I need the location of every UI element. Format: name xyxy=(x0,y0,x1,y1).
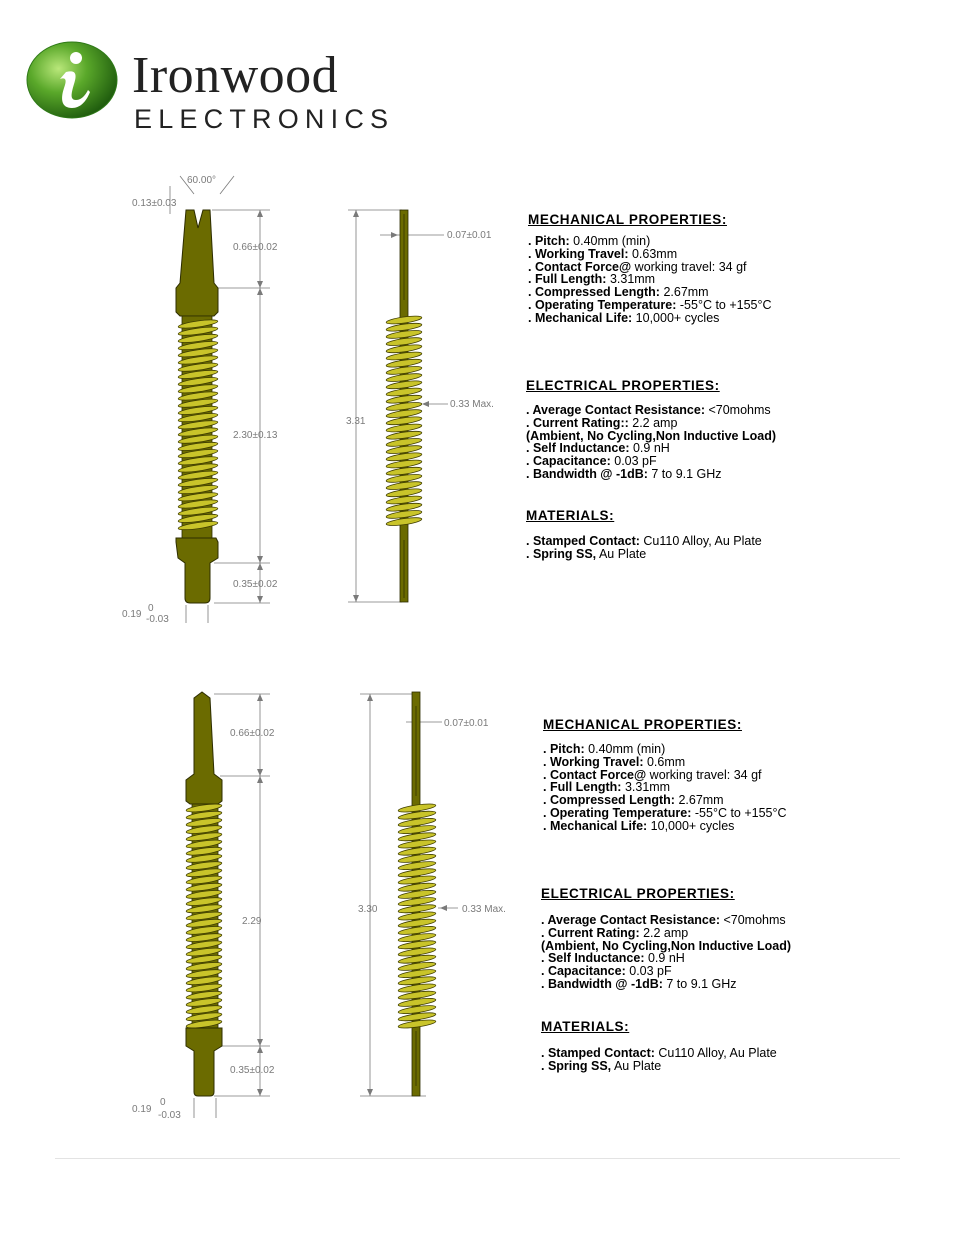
spec-label: . Stamped Contact: xyxy=(541,1046,655,1060)
spec-value: 2.67mm xyxy=(674,793,724,808)
dim-tail-dia: 0.19 xyxy=(122,609,142,620)
spec-value: 0.40mm (min) xyxy=(584,742,666,756)
dim-side-thickness: 0.07±0.01 xyxy=(444,718,489,729)
spec-label: . Capacitance: xyxy=(526,454,611,469)
spec-value: Cu110 Alloy, Au Plate xyxy=(654,1046,777,1060)
spec-label: . Compressed Length: xyxy=(543,793,675,808)
spec-label: . Pitch: xyxy=(528,234,570,248)
spec-value: 0.03 pF xyxy=(625,964,672,979)
spec-label: . Working Travel: xyxy=(528,246,629,261)
spec-value: 3.31mm xyxy=(606,272,656,287)
spring-coil xyxy=(398,802,436,1029)
spec-label: . Bandwidth @ -1dB: xyxy=(541,976,663,991)
spec-label: . Stamped Contact: xyxy=(526,534,640,548)
spec-label: . Contact Force@ xyxy=(543,767,647,782)
spec-label: . Mechanical Life: xyxy=(543,818,648,833)
spec-label: . Capacitance: xyxy=(541,964,626,979)
spec-value: Au Plate xyxy=(611,1058,662,1073)
part2-front-view xyxy=(110,686,310,1126)
spec-label: . Mechanical Life: xyxy=(528,310,633,325)
spring-coil xyxy=(386,315,422,528)
dim-tail-tol-top: 0 xyxy=(160,1097,166,1108)
spec-label: . Average Contact Resistance: xyxy=(526,403,705,417)
dim-tail-dia: 0.19 xyxy=(132,1104,152,1115)
part2-side-view xyxy=(350,686,530,1106)
spec-label: . Average Contact Resistance: xyxy=(541,913,720,927)
materials-heading: MATERIALS: xyxy=(526,508,615,523)
spec-value: 0.63mm xyxy=(628,246,678,261)
spec-value: 0.6mm xyxy=(643,754,686,769)
spec-value: 10,000+ cycles xyxy=(647,818,735,833)
dim-tail-tol-bot: -0.03 xyxy=(146,614,169,625)
spec-value: 7 to 9.1 GHz xyxy=(662,976,737,991)
materials-heading: MATERIALS: xyxy=(541,1019,630,1034)
dim-body-length: 2.29 xyxy=(242,916,262,927)
dim-side-thickness: 0.07±0.01 xyxy=(447,230,492,241)
brand-name: Ironwood xyxy=(132,47,339,104)
spec-value: 2.2 amp xyxy=(628,415,678,430)
dim-tail-tol-bot: -0.03 xyxy=(158,1110,181,1121)
spec-label: . Operating Temperature: xyxy=(528,297,677,312)
spec-value: 0.03 pF xyxy=(610,454,657,469)
spec-label: . Current Rating:: xyxy=(526,415,629,430)
spec-label: . Current Rating: xyxy=(541,925,640,940)
spec-value: 2.67mm xyxy=(659,285,709,300)
dim-tip-length: 0.66±0.02 xyxy=(230,728,275,739)
part1-side-view xyxy=(340,200,510,610)
spec-label: . Self Inductance: xyxy=(526,441,630,456)
part1-materials xyxy=(526,508,762,561)
spec-value: 7 to 9.1 GHz xyxy=(647,466,722,481)
spec-line xyxy=(526,468,776,481)
dim-side-length: 3.30 xyxy=(358,904,378,915)
dim-tip-length: 0.66±0.02 xyxy=(233,242,278,253)
spec-line xyxy=(526,548,762,561)
dim-angle: 60.00° xyxy=(187,175,217,186)
spec-label: . Full Length: xyxy=(528,272,607,287)
spec-value: <70mohms xyxy=(705,403,771,417)
spec-line xyxy=(541,1060,777,1073)
spec-label: . Full Length: xyxy=(543,780,622,795)
spring-coil xyxy=(186,803,222,1030)
spec-label: . Working Travel: xyxy=(543,754,644,769)
spec-value: -55°C to +155°C xyxy=(691,805,787,820)
brand-subtitle: ELECTRONICS xyxy=(134,104,395,134)
footer-divider xyxy=(55,1158,900,1159)
electrical-heading: ELECTRICAL PROPERTIES: xyxy=(541,886,735,901)
spec-line xyxy=(528,312,772,325)
spec-label: . Contact Force@ xyxy=(528,259,632,274)
spec-label: . Pitch: xyxy=(543,742,585,756)
spec-label: . Operating Temperature: xyxy=(543,805,692,820)
part2-electrical xyxy=(541,886,791,991)
logo-emblem-icon xyxy=(26,40,126,120)
part2-mechanical xyxy=(543,717,787,833)
part1-electrical xyxy=(526,378,776,481)
spec-value: 2.2 amp xyxy=(639,925,689,940)
spec-value: -55°C to +155°C xyxy=(676,297,772,312)
dim-tail-length: 0.35±0.02 xyxy=(230,1065,275,1076)
spec-value: working travel: 34 gf xyxy=(646,767,762,782)
spec-label: (Ambient, No Cycling,Non Inductive Load) xyxy=(526,428,776,443)
spec-value: Cu110 Alloy, Au Plate xyxy=(639,534,762,548)
spec-label: . Spring SS, xyxy=(541,1058,612,1073)
part1-mechanical xyxy=(528,212,772,325)
dim-body-length: 2.30±0.13 xyxy=(233,430,278,441)
dim-side-maxwidth: 0.33 Max. xyxy=(462,904,506,915)
dim-side-length: 3.31 xyxy=(346,416,366,427)
mechanical-heading: MECHANICAL PROPERTIES: xyxy=(543,717,742,732)
mechanical-heading: MECHANICAL PROPERTIES: xyxy=(528,212,727,227)
spec-label: . Spring SS, xyxy=(526,546,597,561)
spec-value: 3.31mm xyxy=(621,780,671,795)
dim-tail-tol-top: 0 xyxy=(148,603,154,614)
dim-tail-length: 0.35±0.02 xyxy=(233,579,278,590)
spec-value: working travel: 34 gf xyxy=(631,259,747,274)
spring-coil xyxy=(178,318,218,531)
dim-tip-width: 0.13±0.03 xyxy=(132,198,177,209)
spec-label: (Ambient, No Cycling,Non Inductive Load) xyxy=(541,938,791,953)
spec-value: 0.9 nH xyxy=(629,441,670,456)
spec-line xyxy=(543,820,787,833)
spec-value: Au Plate xyxy=(596,546,647,561)
spec-label: . Bandwidth @ -1dB: xyxy=(526,466,648,481)
spec-value: 10,000+ cycles xyxy=(632,310,720,325)
spec-value: <70mohms xyxy=(720,913,786,927)
part2-materials xyxy=(541,1019,777,1073)
spec-line xyxy=(541,978,791,991)
spec-label: . Self Inductance: xyxy=(541,951,645,966)
spec-value: 0.9 nH xyxy=(644,951,685,966)
electrical-heading: ELECTRICAL PROPERTIES: xyxy=(526,378,720,393)
part1-front-view xyxy=(110,168,310,628)
spec-label: . Compressed Length: xyxy=(528,285,660,300)
dim-side-maxwidth: 0.33 Max. xyxy=(450,399,494,410)
spec-value: 0.40mm (min) xyxy=(569,234,651,248)
company-logo xyxy=(26,40,406,140)
